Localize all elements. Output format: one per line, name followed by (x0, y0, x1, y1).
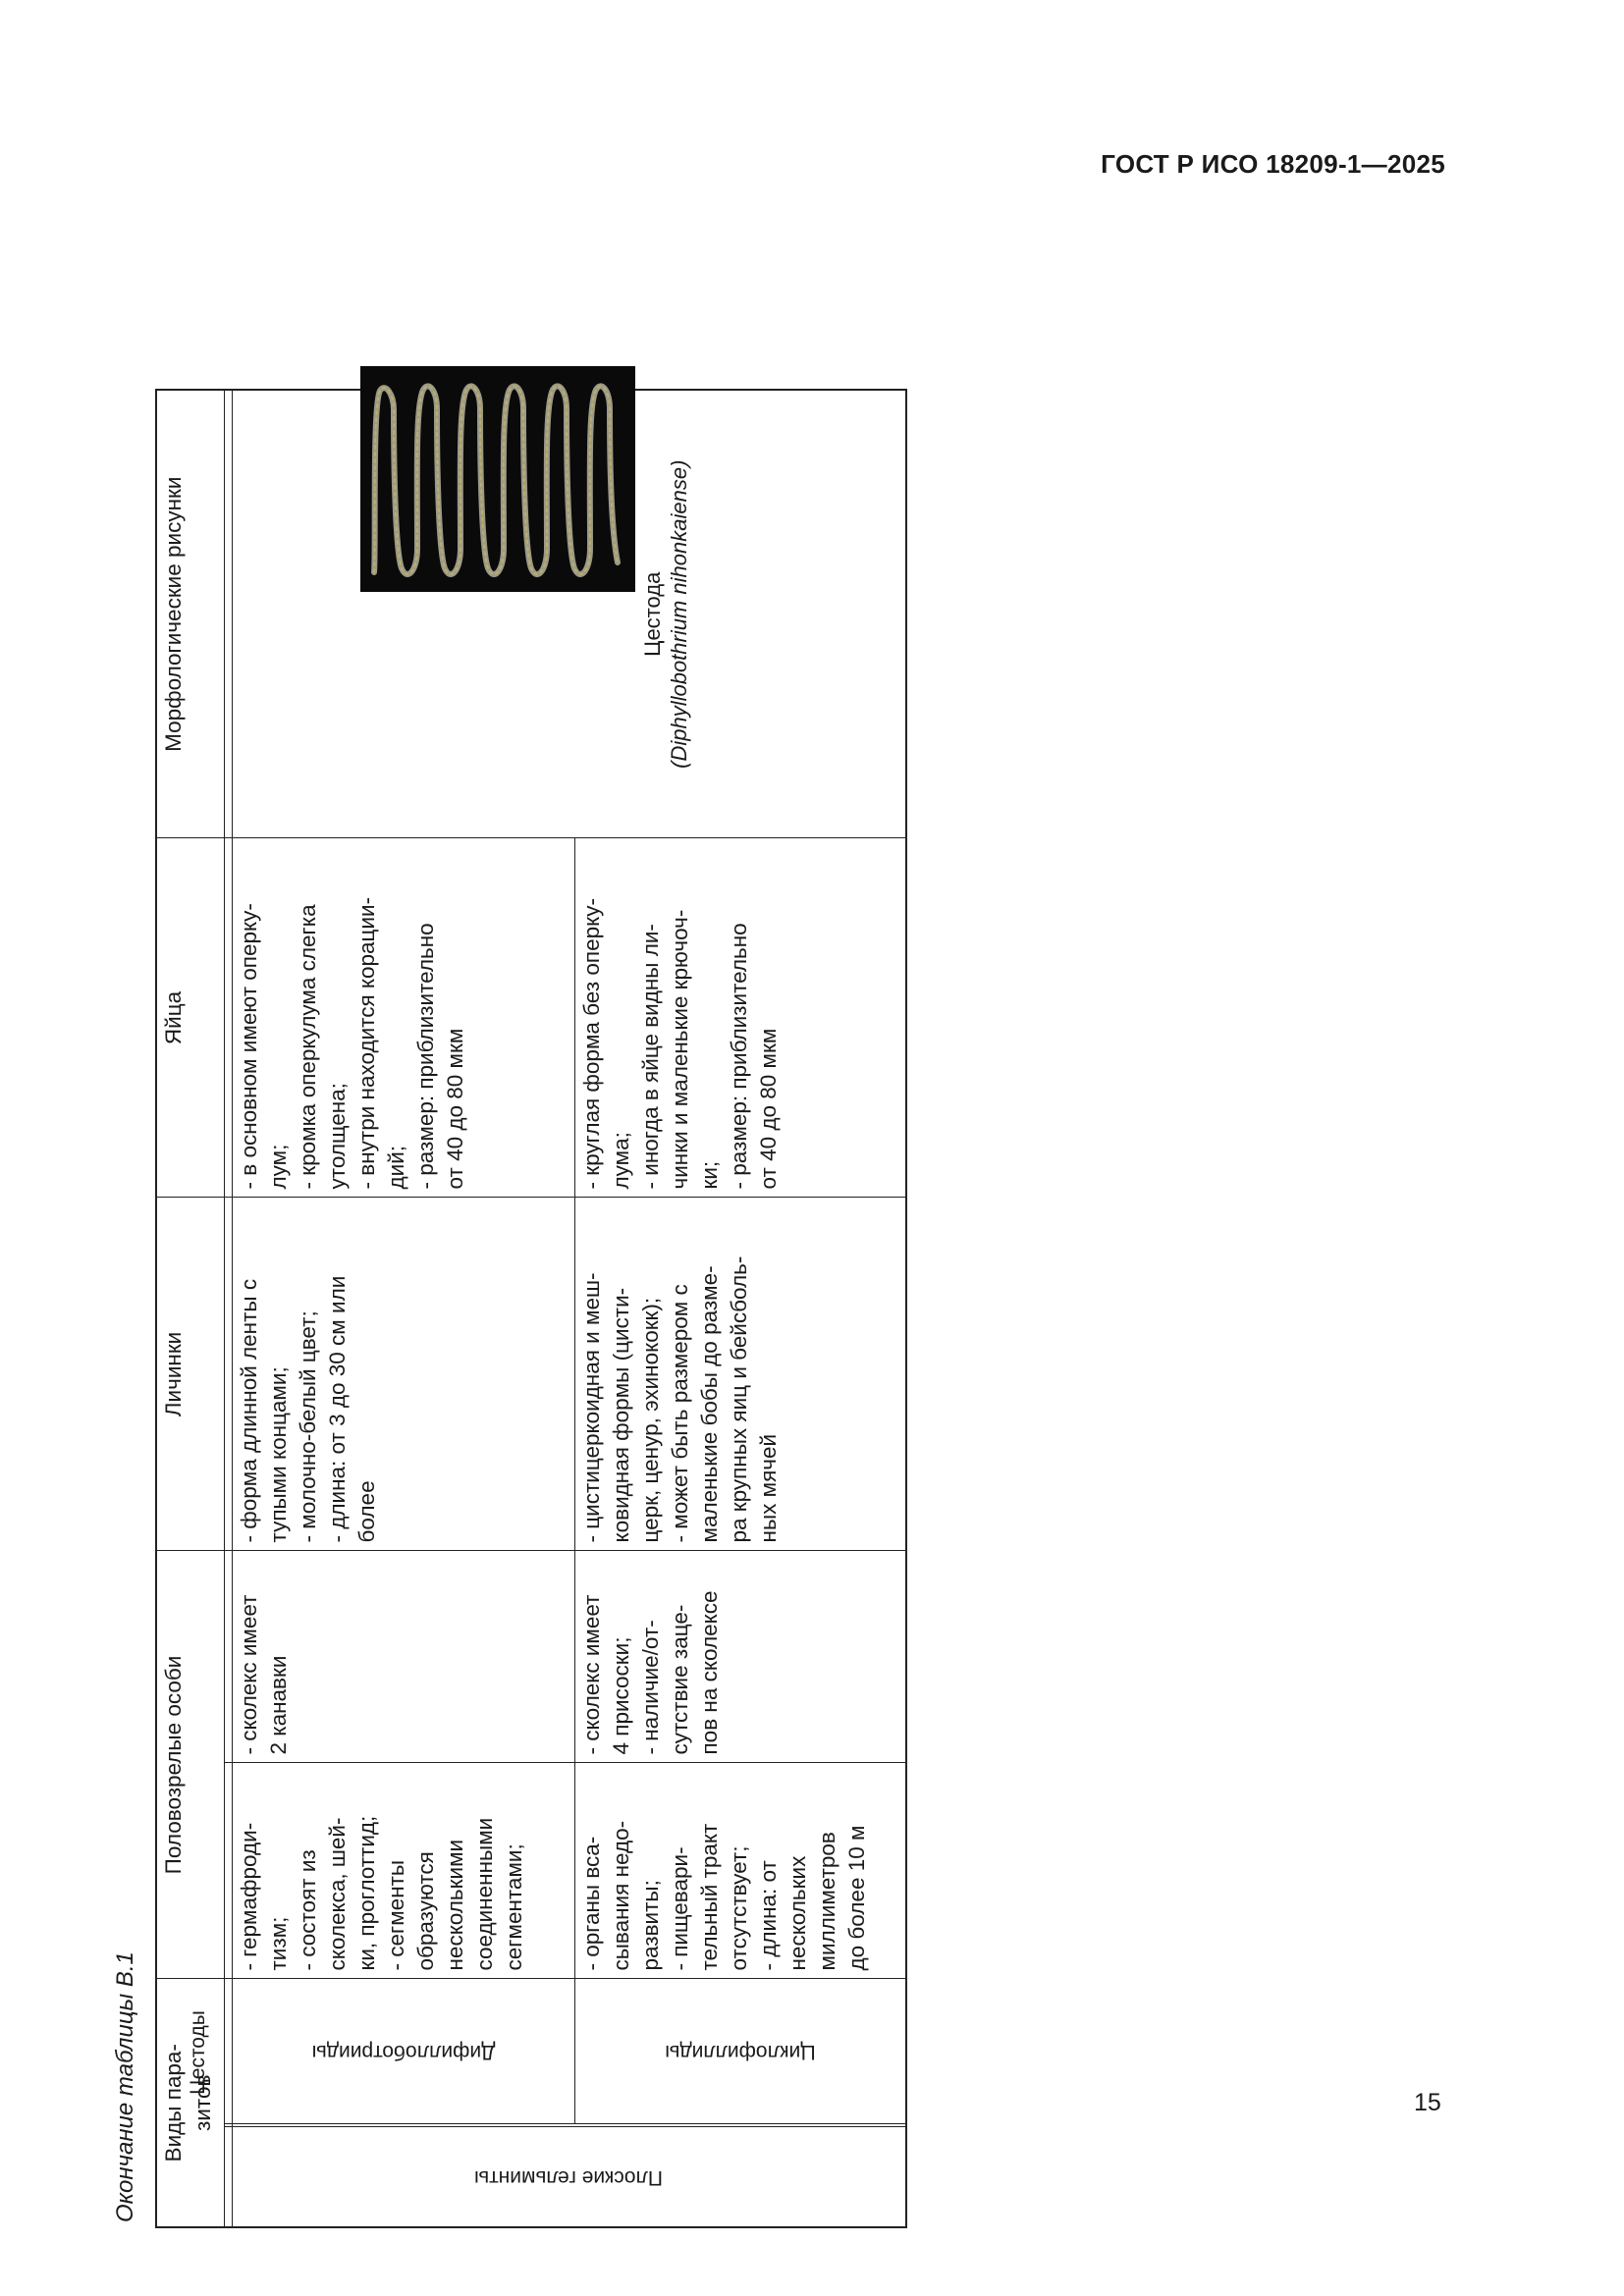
figure-cell (233, 390, 906, 838)
parasite-table (155, 389, 907, 2228)
rule-spacer (225, 1763, 233, 1979)
larvae-cell: - форма длинной ленты с тупыми концами; - молочно-белый цвет; - длина: от 3 до 30 см или более (233, 1198, 575, 1551)
continuation-title: Окончание таблицы В.1 (112, 1951, 138, 2222)
rule-spacer (225, 2127, 233, 2227)
rule-spacer (225, 2124, 233, 2127)
larvae-cell: - цистицеркоидная и меш- ковидная формы (цисти- церк, ценур, эхинококк); - может быть размером с маленькие бобы до разме- ра крупных яиц и бейсболь- ных мячей (575, 1198, 906, 1551)
order-cell (575, 1979, 906, 2124)
figure-caption-title: Цестода (640, 571, 665, 657)
order-label: Дифиллоботрииды (311, 2041, 496, 2063)
rotated-table-page (108, 226, 903, 2228)
adults-specific-cell: - сколекс имеет 4 присоски; - наличие/от- сутствие заце- пов на сколексе (575, 1551, 906, 1763)
page-number: 15 (1414, 2089, 1441, 2116)
table-row-diphyllobothriids (233, 390, 575, 2227)
figure-caption (639, 391, 692, 838)
rule-spacer (225, 1551, 233, 1763)
tapeworm-photo (360, 366, 635, 592)
rule-spacer (225, 390, 233, 838)
adults-general-cell: - гермафроди- тизм; - состоят из сколекса, шей- ки, проглоттид; - сегменты образуются несколькими соединенными сегментами; (233, 1763, 575, 1979)
order-cell (233, 1979, 575, 2124)
rule-spacer (225, 1979, 233, 2124)
table-header-row (156, 390, 225, 2227)
subgroup-label: Цестоды (187, 2010, 209, 2095)
col-header-figures: Морфологические рисунки (156, 390, 225, 838)
col-header-adults: Половозрелые особи (156, 1551, 225, 1979)
group-cell (233, 2127, 906, 2227)
group-label: Плоские гельминты (474, 2165, 664, 2189)
eggs-cell: - в основном имеют оперку- лум; - кромка оперкулума слегка утолщена; - внутри находится корации- дий; - размер: приблизительно от 40 до 80 мкм (233, 838, 575, 1198)
figure-caption-species-name: (Diphyllobothrium nihonkaiense) (667, 459, 691, 769)
order-label: Циклофиллиды (665, 2041, 816, 2063)
col-header-eggs: Яйца (156, 838, 225, 1198)
header-standard-id: ГОСТ Р ИСО 18209-1—2025 (1101, 149, 1445, 179)
col-header-species: Виды пара- зитов (156, 1979, 225, 2227)
tapeworm-photo-graphic (360, 366, 635, 592)
adults-general-cell: - органы вса- сывания недо- развиты; - пищевари- тельный тракт отсутствует; - длина: от нескольких миллиметров до более 10 м (575, 1763, 906, 1979)
header-double-rule (225, 390, 233, 2227)
rule-spacer (225, 1198, 233, 1551)
col-header-larvae: Личинки (156, 1198, 225, 1551)
adults-specific-cell: - сколекс имеет 2 канавки (233, 1551, 575, 1763)
figure-caption-species (666, 391, 692, 838)
rule-spacer (225, 838, 233, 1198)
eggs-cell: - круглая форма без оперку- лума; - иногда в яйце видны ли- чинки и маленькие крючоч- ки; - размер: приблизительно от 40 до 80 мкм (575, 838, 906, 1198)
